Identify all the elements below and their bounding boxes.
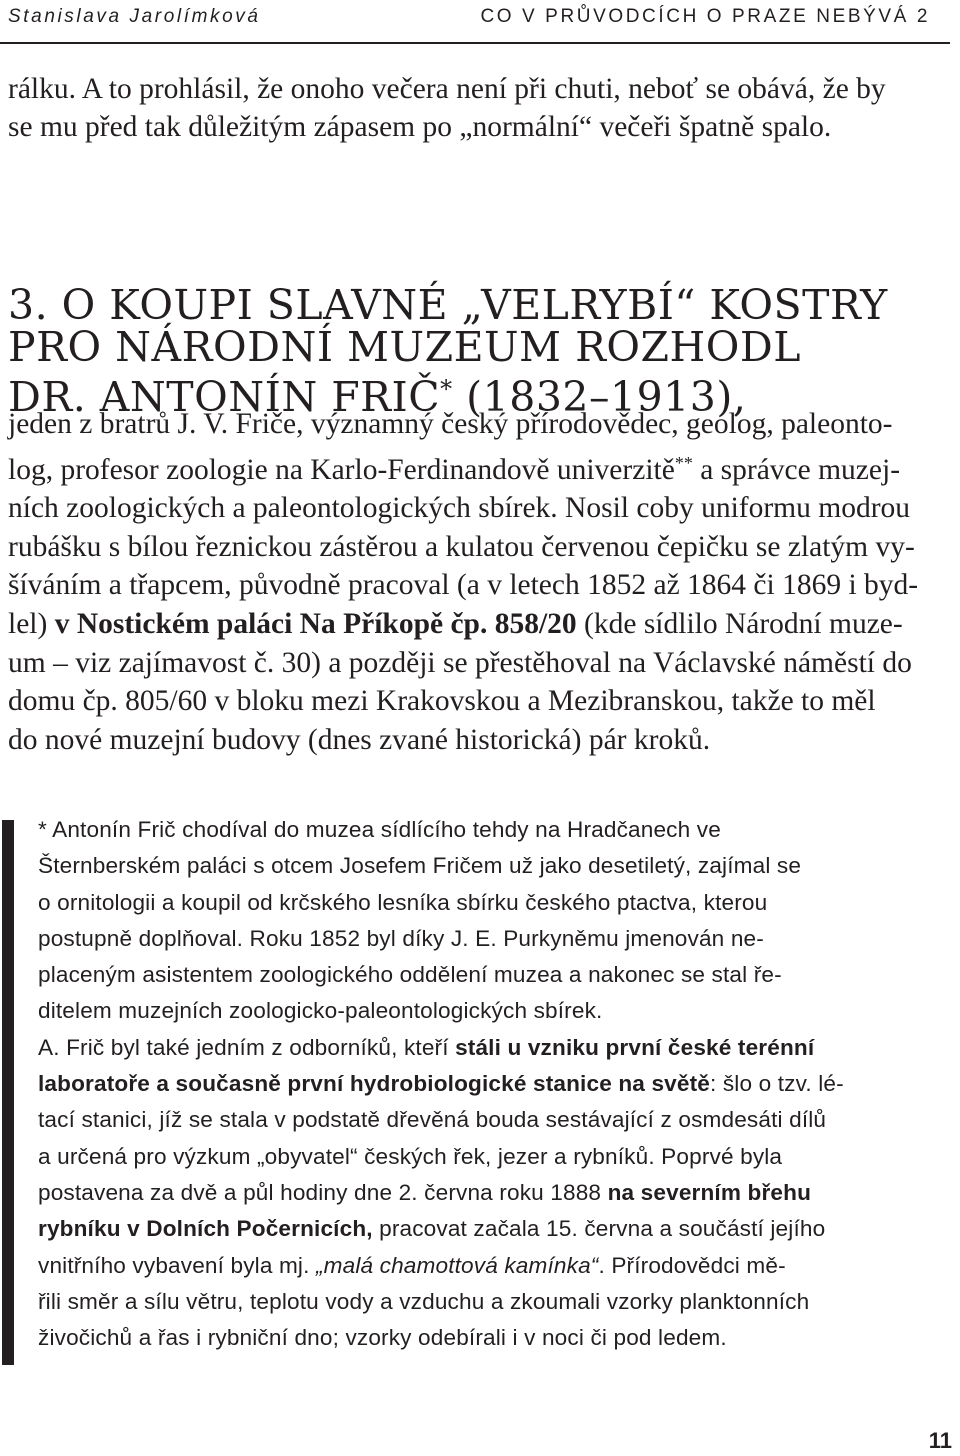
body-line [8,444,932,490]
note-line: tací stanici, jíž se stala v podstatě dřevěná bouda sestávající z osmdesáti dílů [38,1107,827,1133]
body-line: do nové muzejní budovy (dnes zvané historická) pár kroků. [8,723,711,756]
section-heading [8,281,932,422]
note-text: A. Frič byl také jedním z odborníků, kteří [38,1034,456,1060]
note-line [38,1211,930,1247]
heading-years: (1832–1913), [452,373,747,422]
note-line: Šternberském paláci s otcem Josefem Fričem už jako desetiletý, zajímal se [38,853,802,879]
note-line [38,1030,930,1066]
footnote-side-bar [2,820,14,1365]
note-bold: rybníku v Dolních Počernicích, [38,1216,373,1242]
note-text: pracovat začala 15. června a součástí jejího [372,1216,826,1242]
body-line: šíváním a třapcem, původně pracoval (a v letech 1852 až 1864 či 1869 i byd- [8,569,919,602]
note-line: řili směr a sílu větru, teplotu vody a vzduchu a zkoumali vzorky planktonních [38,1288,810,1314]
body-line: um – viz zajímavost č. 30) a později se přestěhoval na Václavské náměstí do [8,646,912,679]
note-line [38,1175,930,1211]
note-line: a určená pro výzkum „obyvatel“ českých řek, jezer a rybníků. Poprvé byla [38,1143,783,1169]
body-line: ních zoologických a paleontologických sbírek. Nosil coby uniformu modrou [8,492,911,525]
body-line [8,605,932,644]
body-line: rubášku s bílou řeznickou zástěrou a kulatou červenou čepičku se zlatým vy- [8,530,915,563]
heading-line-1: 3. O KOUPI SLAVNÉ „VELRYBÍ“ KOSTRY [8,281,888,330]
note-line: o ornitologii a koupil od krčského lesníka sbírku českého ptactva, kterou [38,889,768,915]
body-line: domu čp. 805/60 v bloku mezi Krakovskou a Mezibranskou, takže to měl [8,685,876,718]
note-line [38,1248,930,1284]
note-line: živočichů a řas i rybniční dno; vzorky odebírali i v noci či pod ledem. [38,1325,727,1351]
note-italic: „malá chamottová kamínka“ [315,1252,599,1278]
header-author: Stanislava Jarolímková [8,6,261,27]
note-line: postupně doplňoval. Roku 1852 byl díky J. E. Purkyněmu jmenován ne- [38,925,764,951]
body-text: lel) [8,607,55,640]
note-line: * Antonín Frič chodíval do muzea sídlícího tehdy na Hradčanech ve [38,817,721,842]
note-bold: na severním břehu [607,1179,812,1205]
note-text: : šlo o tzv. lé- [709,1071,844,1097]
note-text: . Přírodovědci mě- [598,1252,786,1278]
header-rule [0,42,950,44]
note-line: ditelem muzejních zoologicko-paleontologických sbírek. [38,998,603,1024]
note-bold: laboratoře a současně první hydrobiologické stanice na světě [38,1071,710,1097]
body-line: jeden z bratrů J. V. Friče, významný český přírodovědec, geolog, paleonto- [8,408,893,440]
intro-paragraph [8,70,932,146]
body-paragraph [8,405,932,759]
note-text: vnitřního vybavení byla mj. [38,1252,316,1278]
note-line [38,1066,930,1102]
note-bold: stáli u vzniku první české terénní [455,1034,815,1060]
footnote-box [38,812,930,1356]
note-line: placeným asistentem zoologického oddělení muzea a nakonec se stal ře- [38,962,782,988]
heading-line-2: PRO NÁRODNÍ MUZEUM ROZHODL [8,323,802,372]
footnote-marker: * [440,375,453,404]
body-text: (kde sídlilo Národní muze- [576,607,903,640]
header-chapter-title: CO V PRŮVODCÍCH O PRAZE NEBÝVÁ 2 [480,6,930,27]
body-text: log, profesor zoologie na Karlo-Ferdinandově univerzitě [8,453,675,486]
intro-line: se mu před tak důležitým zápasem po „normální“ večeři špatně spalo. [8,111,832,143]
footnote-marker-2: ** [674,452,693,473]
page-number: 11 [928,1428,952,1453]
note-text: postavena za dvě a půl hodiny dne 2. června roku 1888 [38,1179,608,1205]
heading-name: DR. ANTONÍN FRIČ [8,373,441,422]
running-header [8,6,930,36]
intro-line: rálku. A to prohlásil, že onoho večera není při chuti, neboť se obává, že by [8,73,886,105]
body-text: a správce muzej- [692,453,901,486]
body-bold-location: v Nostickém paláci Na Příkopě čp. 858/20 [54,607,577,640]
